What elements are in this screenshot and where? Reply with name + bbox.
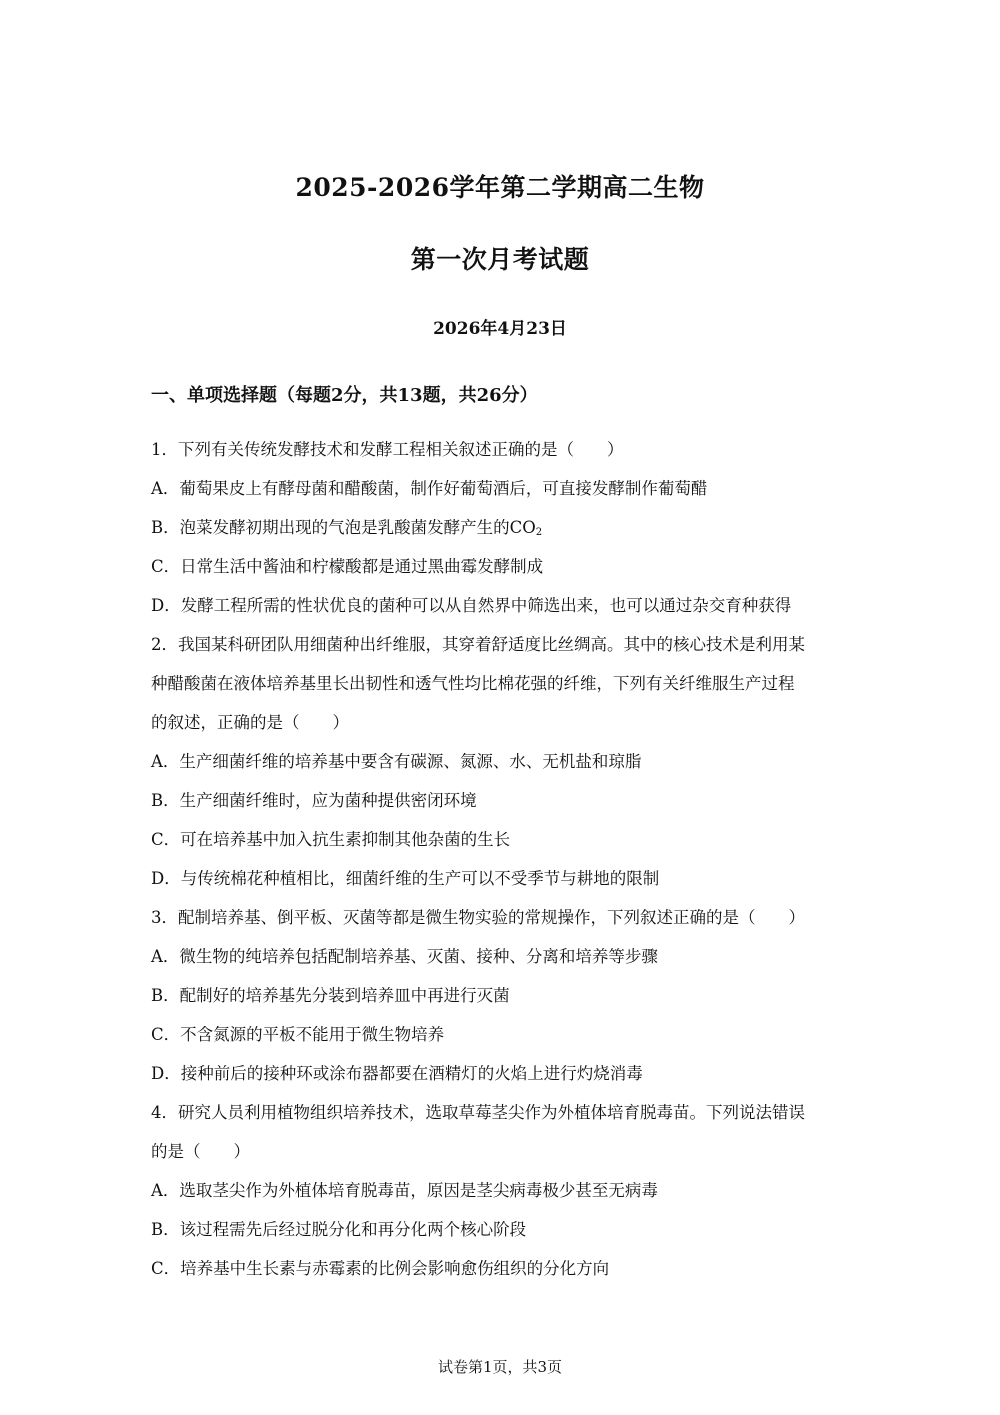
question-list [151, 430, 856, 1288]
option-d: D．接种前后的接种环或涂布器都要在酒精灯的火焰上进行灼烧消毒 [151, 1064, 643, 1083]
question-2 [151, 625, 856, 898]
question-4 [151, 1093, 856, 1288]
option-c: C．日常生活中酱油和柠檬酸都是通过黑曲霉发酵制成 [151, 557, 544, 576]
question-stem-line: 种醋酸菌在液体培养基里长出韧性和透气性均比棉花强的纤维，下列有关纤维服生产过程 [151, 674, 795, 693]
section-heading: 一、单项选择题（每题2分，共13题，共26分） [151, 385, 538, 406]
subscript: 2 [535, 527, 543, 538]
page-footer: 试卷第1页，共3页 [437, 1358, 563, 1376]
option-a: A．微生物的纯培养包括配制培养基、灭菌、接种、分离和培养等步骤 [151, 947, 658, 966]
option-d: D．发酵工程所需的性状优良的菌种可以从自然界中筛选出来，也可以通过杂交育种获得 [151, 596, 792, 615]
exam-title-line1: 2025-2026学年第二学期高二生物 [295, 173, 705, 202]
question-stem-line: 的是（ ） [151, 1142, 250, 1161]
option-a: A．生产细菌纤维的培养基中要含有碳源、氮源、水、无机盐和琼脂 [151, 752, 642, 771]
option-a: A．选取茎尖作为外植体培育脱毒苗，原因是茎尖病毒极少甚至无病毒 [151, 1181, 658, 1200]
option-a: A．葡萄果皮上有酵母菌和醋酸菌，制作好葡萄酒后，可直接发酵制作葡萄醋 [151, 479, 708, 498]
option-b: B．配制好的培养基先分装到培养皿中再进行灭菌 [151, 986, 510, 1005]
option-b: B．生产细菌纤维时，应为菌种提供密闭环境 [151, 791, 477, 810]
exam-date: 2026年4月23日 [433, 319, 567, 339]
question-1 [151, 430, 856, 625]
question-3 [151, 898, 856, 1093]
option-c: C．培养基中生长素与赤霉素的比例会影响愈伤组织的分化方向 [151, 1259, 610, 1278]
question-stem-line: 1．下列有关传统发酵技术和发酵工程相关叙述正确的是（ ） [151, 440, 624, 459]
question-stem-line: 4．研究人员利用植物组织培养技术，选取草莓茎尖作为外植体培育脱毒苗。下列说法错误 [151, 1103, 805, 1122]
question-stem-line: 3．配制培养基、倒平板、灭菌等都是微生物实验的常规操作，下列叙述正确的是（ ） [151, 908, 805, 927]
option-c: C．可在培养基中加入抗生素抑制其他杂菌的生长 [151, 830, 511, 849]
exam-title-line2: 第一次月考试题 [410, 245, 590, 274]
option-b: B．该过程需先后经过脱分化和再分化两个核心阶段 [151, 1220, 527, 1239]
option-d: D．与传统棉花种植相比，细菌纤维的生产可以不受季节与耕地的限制 [151, 869, 660, 888]
question-stem-line: 2．我国某科研团队用细菌种出纤维服，其穿着舒适度比丝绸高。其中的核心技术是利用某 [151, 635, 805, 654]
option-b-text: B．泡菜发酵初期出现的气泡是乳酸菌发酵产生的CO [151, 518, 536, 537]
question-stem-line: 的叙述，正确的是（ ） [151, 713, 349, 732]
option-b [151, 508, 856, 547]
option-c: C．不含氮源的平板不能用于微生物培养 [151, 1025, 445, 1044]
